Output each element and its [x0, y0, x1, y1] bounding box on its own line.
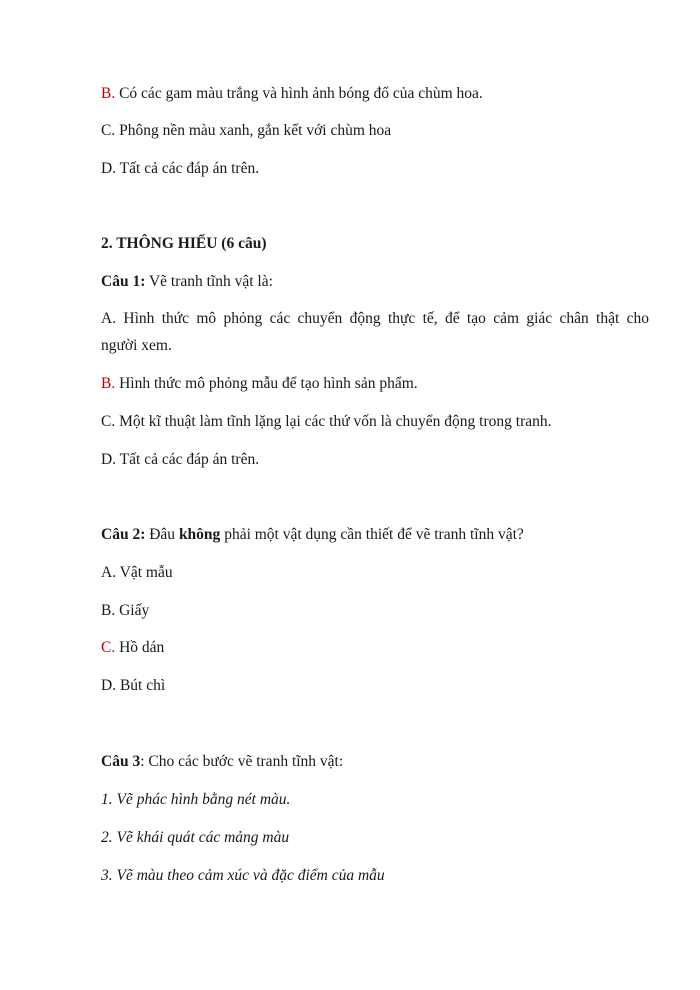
question-1-option-b: [101, 374, 418, 394]
question-2: [101, 525, 524, 545]
question-2-option-a: A. Vật mẫu: [101, 564, 173, 581]
answer-letter: B.: [101, 375, 116, 392]
question-1-option-c: C. Một kĩ thuật làm tĩnh lặng lại các thứ vốn là chuyển động trong tranh.: [101, 413, 552, 430]
question-text-after: phải một vật dụng cần thiết để vẽ tranh tĩnh vật?: [220, 526, 524, 543]
question-text: Vẽ tranh tĩnh vật là:: [145, 273, 273, 290]
question-1-option-a-line2: người xem.: [101, 337, 172, 354]
question-text-before: Đâu: [145, 526, 179, 543]
section-title: 2. THÔNG HIỂU (6 câu): [101, 235, 267, 252]
question-text-emphasis: không: [178, 526, 221, 543]
prev-question-option-d: D. Tất cả các đáp án trên.: [101, 160, 260, 177]
question-3-step-1: 1. Vẽ phác hình bằng nét màu.: [101, 791, 291, 808]
question-label: Câu 3: [101, 753, 141, 770]
question-2-option-d: D. Bút chì: [101, 677, 166, 694]
question-text: : Cho các bước vẽ tranh tĩnh vật:: [140, 753, 344, 770]
question-1: [101, 272, 273, 292]
prev-question-option-b: [101, 84, 483, 104]
question-1-option-a-line1: A. Hình thức mô phỏng các chuyển động thực tế, để tạo cảm giác chân thật cho: [101, 310, 649, 327]
question-2-option-b: B. Giấy: [101, 602, 150, 619]
question-3-step-2: 2. Vẽ khái quát các mảng màu: [101, 829, 290, 846]
prev-question-option-c: C. Phông nền màu xanh, gắn kết với chùm hoa: [101, 122, 392, 139]
option-text: Có các gam màu trắng và hình ảnh bóng đổ của chùm hoa.: [115, 85, 483, 102]
question-1-option-d: D. Tất cả các đáp án trên.: [101, 451, 260, 468]
answer-letter: C.: [101, 639, 116, 656]
question-3-step-3: 3. Vẽ màu theo cảm xúc và đặc điểm của mẫu: [101, 867, 385, 884]
option-text: Hồ dán: [115, 639, 165, 656]
question-2-option-c: [101, 638, 164, 658]
answer-letter: B.: [101, 85, 116, 102]
question-label: Câu 1:: [101, 273, 146, 290]
question-label: Câu 2:: [101, 526, 146, 543]
question-3: [101, 752, 343, 772]
option-text: Hình thức mô phỏng mẫu để tạo hình sản phẩm.: [115, 375, 418, 392]
